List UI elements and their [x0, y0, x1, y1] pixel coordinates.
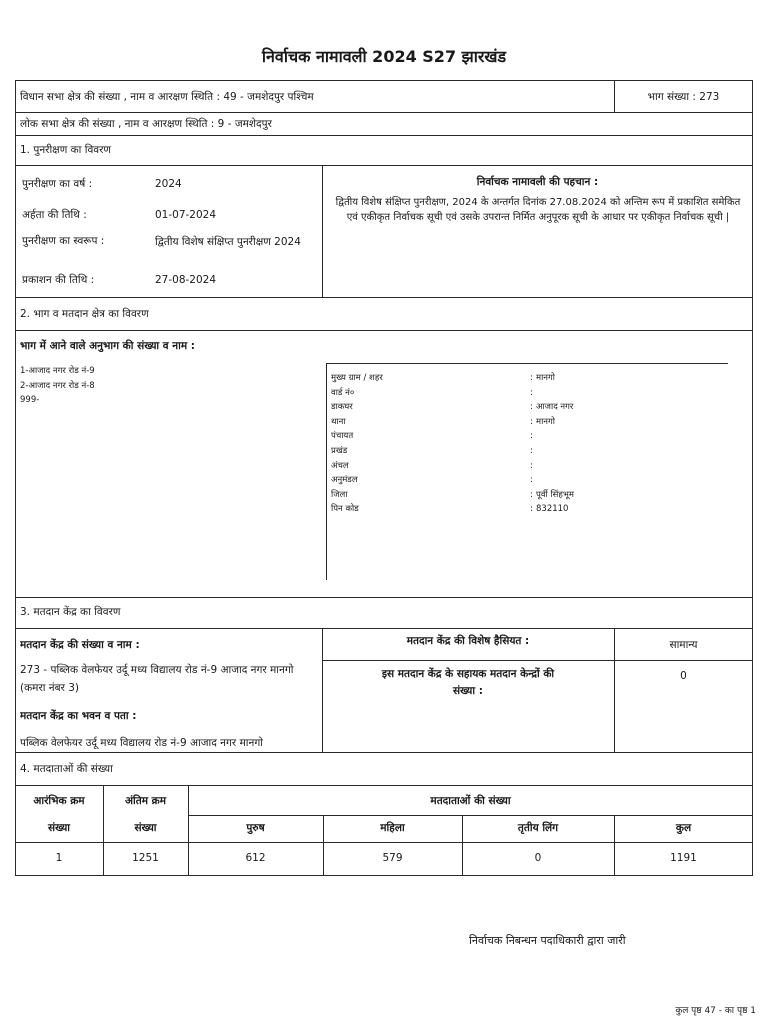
divider	[15, 628, 753, 629]
detail-separator: :	[530, 445, 533, 456]
section-heading-electors: 4. मतदाताओं की संख्या	[20, 763, 113, 775]
assembly-value: 49 - जमशेदपुर पश्चिम	[223, 91, 314, 103]
auxiliary-stations-label: इस मतदान केंद्र के सहायक मतदान केन्द्रों की संख्या :	[381, 668, 555, 697]
detail-separator: :	[530, 373, 533, 383]
table-header-end: अंतिम क्रम	[124, 795, 166, 807]
detail-row	[331, 488, 726, 503]
field-value: 27-08-2024	[155, 274, 217, 286]
detail-separator: :	[530, 489, 533, 500]
detail-separator: :	[530, 402, 533, 413]
list-item: 999-	[20, 395, 40, 405]
field-label: पुनरीक्षण का वर्ष :	[22, 178, 93, 190]
detail-separator: :	[530, 431, 533, 442]
station-name-label: मतदान केंद्र की संख्या व नाम :	[20, 639, 140, 651]
detail-value: 832110	[536, 504, 569, 515]
issued-by: निर्वाचक निबन्धन पदाधिकारी द्वारा जारी	[469, 934, 626, 947]
part-label: भाग संख्या :	[647, 91, 696, 103]
detail-label: जिला	[331, 489, 348, 500]
field-label: पुनरीक्षण का स्वरूप :	[22, 235, 105, 247]
detail-value: मानगो	[536, 373, 555, 383]
table-header-female: महिला	[380, 822, 405, 834]
detail-row	[331, 473, 726, 488]
section-heading-area: 2. भाग व मतदान क्षेत्र का विवरण	[20, 308, 149, 320]
detail-row	[331, 502, 726, 517]
list-item: 2-आजाद नगर रोड नं-8	[20, 380, 95, 391]
divider	[15, 752, 753, 753]
divider	[15, 112, 753, 113]
detail-label: प्रखंड	[331, 445, 348, 456]
field-label: प्रकाशन की तिथि :	[22, 274, 95, 286]
table-cell-end-serial: 1251	[132, 852, 159, 864]
parliament-constituency	[20, 117, 748, 131]
divider	[15, 165, 753, 166]
divider	[188, 815, 753, 816]
assembly-constituency	[20, 90, 610, 104]
station-status-label: मतदान केंद्र की विशेष हैसियत :	[406, 635, 530, 647]
table-cell-female: 579	[382, 852, 403, 864]
detail-separator: :	[530, 387, 533, 398]
field-value: 01-07-2024	[155, 209, 217, 221]
detail-label: डाकघर	[331, 402, 353, 413]
table-cell-third-gender: 0	[534, 852, 542, 864]
station-status: सामान्य	[669, 639, 698, 651]
table-header-start: आरंभिक क्रम	[33, 795, 85, 807]
station-address-label: मतदान केंद्र का भवन व पता :	[20, 710, 137, 722]
page-number: कुल पृष्ठ 47 - का पृष्ठ 1	[675, 1006, 756, 1016]
detail-value: मानगो	[536, 416, 555, 427]
divider	[15, 597, 753, 598]
detail-separator: :	[530, 504, 533, 515]
detail-row	[331, 444, 726, 459]
section-heading-polling-station: 3. मतदान केंद्र का विवरण	[20, 606, 121, 618]
table-header-end: संख्या	[134, 822, 157, 834]
table-header-total: कुल	[675, 822, 692, 834]
auxiliary-stations-count: 0	[680, 670, 687, 682]
divider	[15, 297, 753, 298]
divider	[15, 330, 753, 331]
detail-label: मुख्य ग्राम / शहर	[331, 373, 383, 383]
divider	[15, 842, 753, 843]
detail-label: पिन कोड	[331, 504, 359, 515]
divider	[15, 785, 753, 786]
detail-separator: :	[530, 475, 533, 486]
detail-value: आजाद नगर	[536, 402, 574, 413]
detail-row	[331, 459, 726, 474]
detail-separator: :	[530, 416, 533, 427]
details-panel-rule	[326, 363, 728, 364]
detail-label: थाना	[331, 416, 346, 427]
parliament-value: 9 - जमशेदपुर	[217, 118, 272, 130]
detail-row	[331, 371, 726, 386]
station-address: पब्लिक वेलफेयर उर्दू मध्य विद्यालय रोड नं-9 आजाद नगर मानगो	[20, 737, 263, 749]
detail-label: अनुमंडल	[331, 475, 358, 486]
details-panel-rule	[326, 363, 327, 580]
page-title: निर्वाचक नामावली 2024 S27 झारखंड	[261, 47, 507, 66]
station-name: 273 - पब्लिक वेलफेयर उर्दू मध्य विद्यालय रोड नं-9 आजाद नगर मानगो (कमरा नंबर 3)	[20, 664, 294, 694]
sections-heading: भाग में आने वाले अनुभाग की संख्या व नाम :	[20, 340, 195, 352]
field-value: 2024	[155, 178, 182, 190]
divider	[322, 660, 753, 661]
detail-row	[331, 386, 726, 401]
table-header-count: मतदाताओं की संख्या	[430, 795, 511, 807]
detail-value: पूर्वी सिंहभूम	[536, 489, 574, 500]
table-cell-start-serial: 1	[55, 852, 63, 864]
detail-separator: :	[530, 460, 533, 471]
parliament-label: लोक सभा क्षेत्र की संख्या , नाम व आरक्षण स्थिति :	[20, 118, 215, 130]
roll-identity-text: द्वितीय विशेष संक्षिप्त पुनरीक्षण, 2024 के अन्तर्गत दिनांक 27.08.2024 को अन्तिम रूप में प्रकाशित समेकित एवं एकीकृत निर्वाचक सूची एवं उसके उपरान्त निर्मित अनुपूरक सूची के आधार पर एकीकृत निर्वाचक सूची |	[335, 197, 741, 223]
list-item: 1-आजाद नगर रोड नं-9	[20, 366, 95, 376]
detail-label: अंचल	[331, 460, 349, 471]
area-details	[331, 371, 726, 517]
field-value: द्वितीय विशेष संक्षिप्त पुनरीक्षण 2024	[155, 236, 301, 248]
divider	[15, 135, 753, 136]
table-header-male: पुरुष	[246, 822, 265, 834]
detail-label: पंचायत	[331, 431, 354, 442]
table-cell-total: 1191	[670, 852, 697, 864]
table-header-start: संख्या	[47, 822, 71, 834]
sections-list	[20, 364, 310, 408]
detail-row	[331, 415, 726, 430]
part-value: 273	[699, 91, 720, 103]
roll-identity-heading: निर्वाचक नामावली की पहचान :	[476, 176, 599, 188]
part-number	[615, 90, 752, 104]
table-cell-male: 612	[245, 852, 266, 864]
field-label: अर्हता की तिथि :	[22, 209, 87, 221]
assembly-label: विधान सभा क्षेत्र की संख्या , नाम व आरक्षण स्थिति :	[20, 91, 220, 103]
section-heading-revision: 1. पुनरीक्षण का विवरण	[20, 144, 112, 156]
table-header-third-gender: तृतीय लिंग	[517, 822, 559, 834]
detail-row	[331, 400, 726, 415]
detail-row	[331, 429, 726, 444]
detail-label: वार्ड नं०	[331, 387, 355, 398]
